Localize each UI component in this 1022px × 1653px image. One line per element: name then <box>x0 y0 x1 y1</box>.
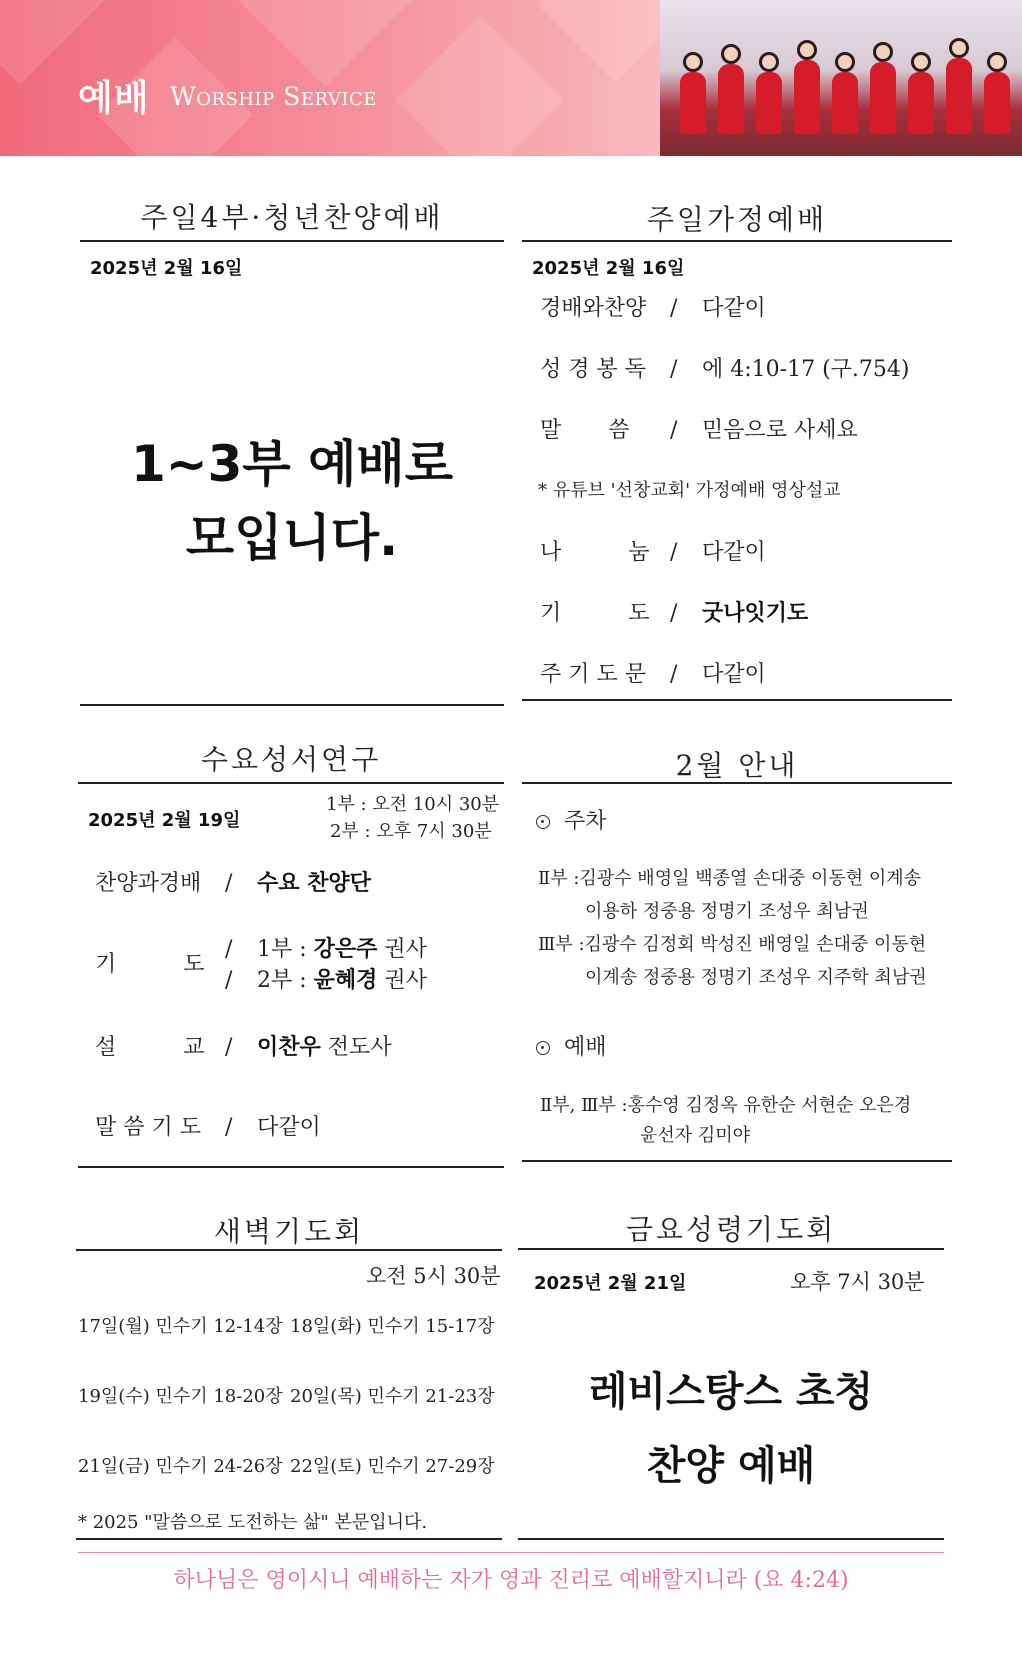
sunday4-notice-line2: 모입니다. <box>185 509 399 567</box>
dawn-title: 새벽기도회 <box>213 1215 365 1248</box>
feb-worship-line1: Ⅱ부, Ⅲ부 :홍수영 김정옥 유한순 서현순 오은경 <box>540 1095 912 1116</box>
family-title: 주일가정예배 <box>646 203 828 236</box>
dawn-item: 22일(토) 민수기 27-29장 <box>290 1456 495 1477</box>
family-note: * 유튜브 '선창교회' 가정예배 영상설교 <box>538 480 841 501</box>
divider <box>522 782 952 784</box>
feb-worship-heading: 예배 <box>536 1030 607 1061</box>
family-row: 기 도 / 굿나잇기도 <box>540 601 809 626</box>
family-row: 경배와찬양 / 다같이 <box>540 296 766 321</box>
dawn-item: 21일(금) 민수기 24-26장 <box>78 1456 283 1477</box>
sunday4-date: 2025년 2월 16일 <box>90 258 243 279</box>
friday-line2: 찬양 예배 <box>646 1443 816 1489</box>
wednesday-prayer2: / 2부 : 윤혜경 권사 <box>225 968 427 993</box>
wednesday-time1: 1부 : 오전 10시 30분 <box>326 794 500 815</box>
header-title-en: Worship Service <box>170 82 377 111</box>
divider <box>522 699 952 701</box>
friday-title: 금요성령기도회 <box>625 1213 837 1246</box>
wednesday-row: 설 교 / 이찬우 전도사 <box>95 1035 392 1060</box>
divider <box>518 1538 944 1540</box>
bullet-icon <box>536 815 550 829</box>
wednesday-prayer1: / 1부 : 강은주 권사 <box>225 937 427 962</box>
feb-parking-3-line2: 이계송 정중용 정명기 조성우 지주학 최남권 <box>585 967 927 988</box>
feb-parking-3-line1: Ⅲ부 :김광수 김정회 박성진 배영일 손대중 이동현 <box>538 934 927 955</box>
choir-photo <box>660 0 1022 156</box>
feb-worship-line2: 윤선자 김미야 <box>640 1125 751 1146</box>
divider <box>80 704 504 706</box>
feb-title: 2월 안내 <box>675 749 799 782</box>
divider <box>518 1248 944 1250</box>
feb-parking-heading: 주차 <box>536 804 607 835</box>
sunday4-title: 주일4부·청년찬양예배 <box>140 201 444 234</box>
wednesday-title: 수요성서연구 <box>200 743 382 776</box>
divider <box>78 782 504 784</box>
decor-tile <box>395 15 565 156</box>
family-row: 나 눔 / 다같이 <box>540 540 766 565</box>
wednesday-prayer-label: 기 도 <box>95 952 205 977</box>
friday-line1: 레비스탕스 초청 <box>588 1369 874 1415</box>
divider <box>76 1538 502 1540</box>
friday-time: 오후 7시 30분 <box>790 1270 925 1294</box>
wednesday-row: 찬양과경배 / 수요 찬양단 <box>95 871 371 896</box>
friday-date: 2025년 2월 21일 <box>534 1273 687 1294</box>
divider <box>78 1166 504 1168</box>
dawn-item: 18일(화) 민수기 15-17장 <box>290 1316 495 1337</box>
feb-parking-2-line2: 이용하 정중용 정명기 조성우 최남권 <box>585 901 869 922</box>
wednesday-date: 2025년 2월 19일 <box>88 810 241 831</box>
family-row: 주 기 도 문 / 다같이 <box>540 662 766 687</box>
dawn-item: 20일(목) 민수기 21-23장 <box>290 1386 495 1407</box>
bullet-icon <box>536 1041 550 1055</box>
divider <box>522 240 952 242</box>
wednesday-row: 말 씀 기 도 / 다같이 <box>95 1115 321 1140</box>
footer-verse: 하나님은 영이시니 예배하는 자가 영과 진리로 예배할지니라 (요 4:24) <box>173 1568 849 1593</box>
dawn-time: 오전 5시 30분 <box>366 1264 501 1288</box>
family-row: 말 씀 / 믿음으로 사세요 <box>540 418 858 443</box>
dawn-note: * 2025 "말씀으로 도전하는 삶" 본문입니다. <box>78 1512 428 1533</box>
divider <box>80 240 504 242</box>
header-banner <box>0 0 1022 156</box>
dawn-item: 17일(월) 민수기 12-14장 <box>78 1316 283 1337</box>
divider <box>522 1160 952 1162</box>
sunday4-notice-line1: 1~3부 예배로 <box>130 435 454 493</box>
header-title-ko: 예배 <box>78 78 150 119</box>
wednesday-time2: 2부 : 오후 7시 30분 <box>330 821 492 842</box>
decor-tile <box>233 0 417 87</box>
feb-parking-2-line1: Ⅱ부 :김광수 배영일 백종열 손대중 이동현 이계송 <box>538 868 922 889</box>
footer-divider <box>78 1552 944 1553</box>
family-row: 성 경 봉 독 / 에 4:10-17 (구.754) <box>540 357 910 382</box>
divider <box>76 1249 502 1251</box>
family-date: 2025년 2월 16일 <box>532 258 685 279</box>
dawn-item: 19일(수) 민수기 18-20장 <box>78 1386 283 1407</box>
